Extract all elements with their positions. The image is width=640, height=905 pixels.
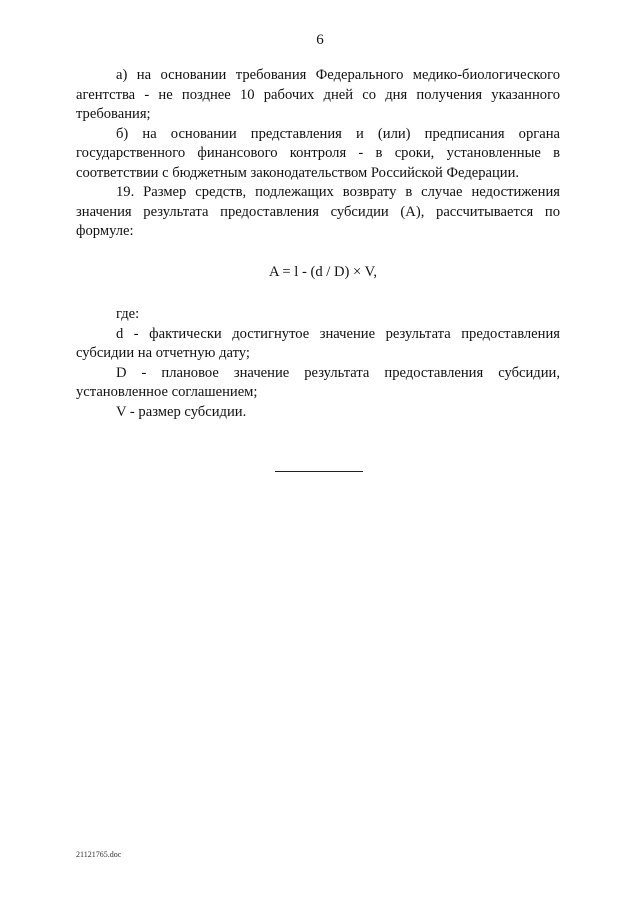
paragraph-19: 19. Размер средств, подлежащих возврату в случае недостижения значения результата предоставления субсидии (A), рассчитывается по формуле: bbox=[76, 184, 560, 239]
paragraph-b: б) на основании представления и (или) предписания органа государственного финансового контроля - в сроки, установленные в соответствии с бюджетным законодательством Российской Федерации. bbox=[76, 125, 560, 181]
footer-filename: 21121765.doc bbox=[76, 850, 122, 859]
definition-D: D - плановое значение результата предоставления субсидии, установленное соглашением; bbox=[76, 364, 560, 400]
definition-V: V - размер субсидии. bbox=[116, 403, 247, 420]
document-body bbox=[76, 66, 560, 422]
end-of-text-rule bbox=[275, 471, 363, 472]
where-label: где: bbox=[116, 306, 140, 322]
page-number: 6 bbox=[316, 32, 324, 48]
paragraph-a: а) на основании требования Федерального медико-биологического агентства - не позднее 10 рабочих дней со дня получения указанного требования; bbox=[76, 67, 560, 122]
refund-formula: A = l - (d / D) × V, bbox=[269, 263, 377, 280]
definition-d: d - фактически достигнутое значение результата предоставления субсидии на отчетную дату; bbox=[76, 325, 560, 361]
